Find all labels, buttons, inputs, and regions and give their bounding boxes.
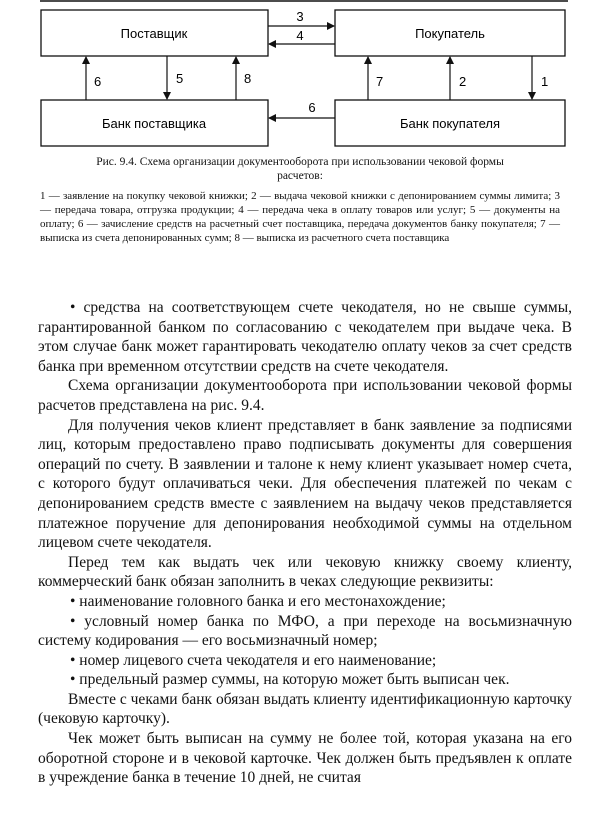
caption-title-line-1: Рис. 9.4. Схема организации документооборота при использовании чековой формы: [96, 156, 504, 168]
arrow-label-4: 4: [296, 28, 304, 43]
body-text: [38, 298, 572, 788]
supplier-bank-label: Банк поставщика: [101, 116, 207, 131]
paragraph: Для получения чеков клиент представляет в банк заявление за подписями лиц, которым предоставлено право подписывать документы для совершения операций по счету. В заявлении и талоне к нему клиент указывает номер счета, с которого будут оплачиваться чеки. Для обеспечения платежей по чекам с депонированием средств вместе с заявлением на выдачу чеков представляется платежное поручение для депонирования необходимой суммы на отдельном лицевом счете чекодателя.: [38, 416, 572, 552]
arrow-label-1: 1: [541, 74, 549, 89]
list-item: • наименование головного банка и его местонахождение;: [70, 592, 446, 610]
list-item: • условный номер банка по МФО, а при переходе на восьмизначную систему кодирования — его восьмизначный номер;: [38, 612, 572, 650]
arrow-label-8: 8: [244, 71, 252, 86]
arrow-label-6-middle: 6: [308, 100, 316, 115]
paragraph: • средства на соответствующем счете чекодателя, но не свыше суммы, гарантированной банком по согласованию с чекодателем при выдаче чека. В этом случае банк может гарантировать чекодателю оплату чеков за счет средств банка при временном отсутствии средств на счете чекодателя.: [38, 299, 572, 375]
buyer-bank-label: Банк покупателя: [399, 116, 501, 131]
arrow-label-3: 3: [296, 9, 304, 24]
arrow-label-7: 7: [376, 74, 384, 89]
arrow-label-6-left: 6: [94, 74, 102, 89]
buyer-label: Покупатель: [415, 26, 485, 41]
list-item: • номер лицевого счета чекодателя и его наименование;: [70, 651, 437, 669]
figure-legend: 1 — заявление на покупку чековой книжки; 2 — выдача чековой книжки с депонированием суммы лимита; 3 — передача товара, отгрузка продукции; 4 — передача чека в оплату товаров или услуг; 5 — документы на оплату; 6 — зачисление средств на расчетный счет поставщика, передача документов банку покупателя; 7 — выписка из счета депонированных сумм; 8 — выписка из расчетного счета поставщика: [40, 190, 560, 244]
paragraph: Перед тем как выдать чек или чековую книжку своему клиенту, коммерческий банк обязан заполнить в чеках следующие реквизиты:: [38, 553, 572, 591]
list-item: • предельный размер суммы, на которую может быть выписан чек.: [70, 671, 510, 689]
document-flow-diagram: [0, 0, 597, 150]
paragraph: Вместе с чеками банк обязан выдать клиенту идентификационную карточку (чековую карточку).: [38, 690, 572, 728]
arrow-label-5: 5: [176, 71, 184, 86]
paragraph: Схема организации документооборота при использовании чековой формы расчетов представлена на рис. 9.4.: [38, 377, 572, 414]
paragraph: Чек может быть выписан на сумму не более той, которая указана на его оборотной стороне и в чековой карточке. Чек должен быть предъявлен к оплате в учреждение банка в течение 10 дней, не считая: [38, 730, 572, 787]
caption-title-line-2: расчетов:: [277, 170, 323, 182]
figure-caption: [40, 155, 560, 183]
supplier-label: Поставщик: [120, 26, 188, 41]
arrow-label-2: 2: [459, 74, 467, 89]
